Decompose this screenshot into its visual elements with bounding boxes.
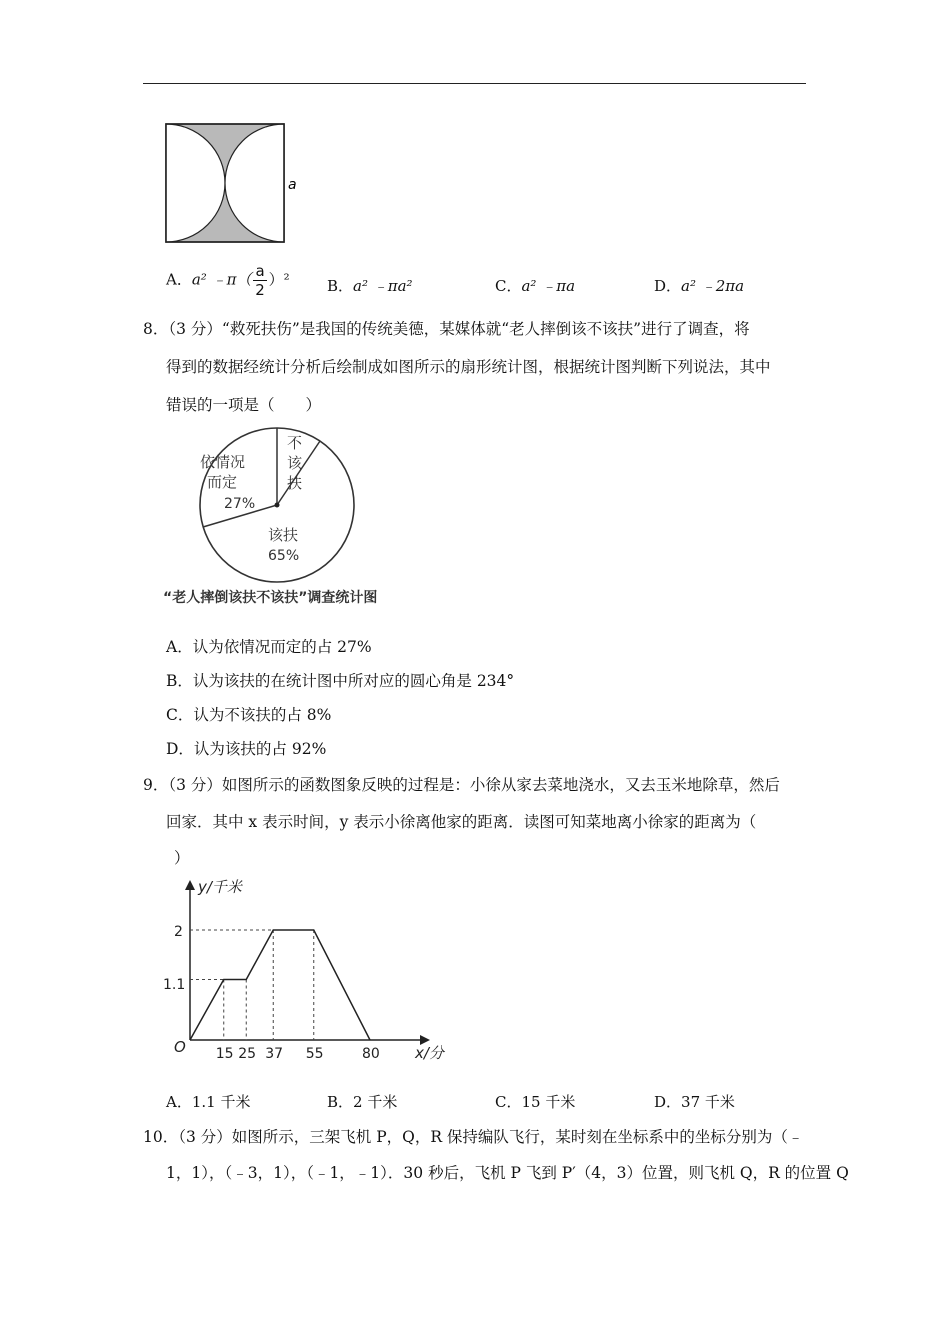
q8-option-c[interactable]: C．认为不该扶的占 8% (166, 706, 332, 724)
q9-option-d[interactable]: D．37 千米 (654, 1093, 735, 1111)
q9-guide-lines (190, 930, 314, 1040)
q8-option-a[interactable]: A．认为依情况而定的占 27% (166, 638, 372, 656)
origin-label: O (174, 1038, 186, 1056)
x-tick-label: 55 (305, 1046, 324, 1062)
pie-caption: “老人摔倒该扶不该扶”调查统计图 (163, 590, 378, 606)
y-axis-label: y/千米 (198, 878, 242, 896)
q10-stem-line2: 1，1），（﹣3，1），（﹣1，﹣1）．30 秒后，飞机 P 飞到 P′（4，3）位置，则飞机 Q，R 的位置 Q (166, 1164, 849, 1182)
q7-option-c[interactable]: C．a² ﹣πa (495, 277, 576, 295)
q8-stem-line2: 得到的数据经统计分析后绘制成如图所示的扇形统计图，根据统计图判断下列说法，其中 (166, 358, 771, 376)
y-tick-label: 1.1 (163, 977, 186, 993)
q8-option-d[interactable]: D．认为该扶的占 92% (166, 740, 327, 758)
x-tick-label: 15 (215, 1046, 234, 1062)
q8-option-b[interactable]: B．认为该扶的在统计图中所对应的圆心角是 234° (166, 672, 515, 690)
q8-stem-line3: 错误的一项是（ ） (166, 396, 322, 414)
side-label-a: a (288, 177, 297, 193)
slice-depends-label2: 而定 (207, 473, 238, 491)
slice-yes-label: 该扶 (268, 526, 299, 544)
slice-yes-pct: 65% (268, 548, 300, 564)
q9-stem-line2: 回家．其中 x 表示时间，y 表示小徐离他家的距离．读图可知菜地离小徐家的距离为（ (166, 813, 757, 831)
x-axis-label: x/分 (415, 1044, 444, 1062)
q7-option-a[interactable]: A．a² ﹣π（ $\frac{a}{2}$ ）² (166, 262, 290, 299)
x-tick-label: 37 (265, 1046, 284, 1062)
x-tick-labels (216, 1046, 380, 1062)
q8-stem-line1: 8．（3 分）“救死扶伤”是我国的传统美德，某媒体就“老人摔倒该不该扶”进行了调查，将 (143, 320, 750, 338)
slice-no-label1: 不 (287, 434, 303, 452)
slice-depends-label1: 依情况 (200, 453, 246, 471)
q9-distance-line (190, 930, 370, 1040)
q8-pie-chart (160, 422, 430, 612)
q10-stem-line1: 10．（3 分）如图所示，三架飞机 P，Q，R 保持编队飞行，某时刻在坐标系中的坐标分别为（﹣ (143, 1128, 804, 1146)
q7-option-d[interactable]: D．a² ﹣2πa (654, 277, 745, 295)
q9-axes (185, 880, 430, 1045)
q9-option-b[interactable]: B．2 千米 (327, 1093, 398, 1111)
slice-no-label3: 扶 (287, 474, 303, 492)
q9-stem-line3: ） (174, 849, 190, 867)
q9-stem-line1: 9．（3 分）如图所示的函数图象反映的过程是：小徐从家去菜地浇水，又去玉米地除草，然后 (143, 776, 780, 794)
x-tick-label: 80 (362, 1046, 380, 1062)
pie-center (275, 503, 280, 508)
slice-no-label2: 该 (287, 454, 303, 472)
q9-function-graph (160, 874, 460, 1064)
q9-option-a[interactable]: A．1.1 千米 (166, 1093, 251, 1111)
y-tick-label: 2 (174, 924, 183, 940)
fraction-a-over-2: $\frac{a}{2}$ (255, 262, 265, 299)
slice-depends-pct: 27% (224, 496, 256, 512)
q7-option-b[interactable]: B．a² ﹣πa² (327, 277, 413, 295)
x-tick-label: 25 (238, 1046, 257, 1062)
q9-option-c[interactable]: C．15 千米 (495, 1093, 576, 1111)
header-rule (143, 83, 806, 84)
y-axis-arrow (185, 880, 195, 890)
q7-square-figure (160, 118, 310, 250)
